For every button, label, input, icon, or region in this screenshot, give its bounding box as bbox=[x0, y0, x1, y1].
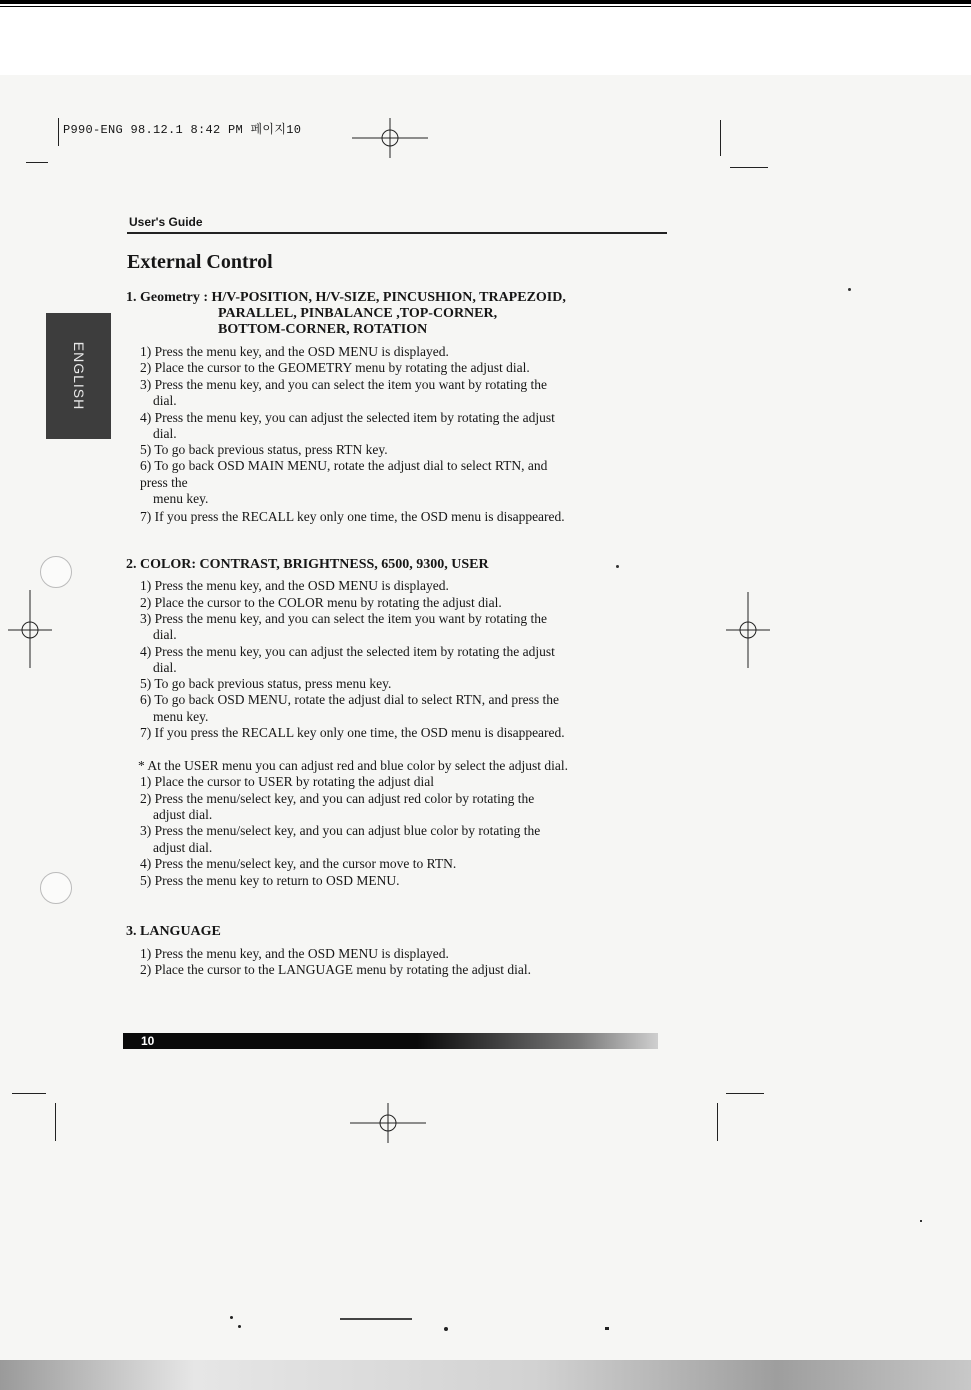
registration-crosshair-icon bbox=[350, 1103, 426, 1143]
running-header: User's Guide bbox=[129, 215, 203, 229]
page-number: 10 bbox=[141, 1034, 155, 1048]
punch-hole bbox=[40, 556, 72, 588]
instruction-line: 3) Press the menu/select key, and you can adjust blue color by rotating the bbox=[140, 823, 541, 838]
top-rule-thick bbox=[0, 0, 971, 4]
instruction-line: 1) Place the cursor to USER by rotating the adjust dial bbox=[140, 774, 434, 789]
section-heading-language: 3. LANGUAGE bbox=[126, 924, 221, 939]
instruction-line: 7) If you press the RECALL key only one time, the OSD menu is disappeared. bbox=[140, 509, 565, 524]
header-rule bbox=[127, 232, 667, 234]
footer-bar bbox=[123, 1033, 658, 1049]
instruction-line: 3) Press the menu key, and you can select the item you want by rotating the bbox=[140, 377, 548, 392]
instruction-line: dial. bbox=[153, 426, 177, 441]
instruction-line: 4) Press the menu/select key, and the cursor move to RTN. bbox=[140, 856, 457, 871]
instruction-line: 5) To go back previous status, press menu key. bbox=[140, 676, 392, 691]
instruction-line: 1) Press the menu key, and the OSD MENU is displayed. bbox=[140, 578, 449, 593]
instruction-line: 6) To go back OSD MENU, rotate the adjust dial to select RTN, and press the bbox=[140, 692, 560, 707]
crop-mark bbox=[717, 1103, 718, 1141]
section-heading-continued: BOTTOM-CORNER, ROTATION bbox=[218, 322, 428, 337]
instruction-line: menu key. bbox=[153, 491, 209, 506]
instruction-line: 4) Press the menu key, you can adjust the selected item by rotating the adjust bbox=[140, 644, 555, 659]
language-side-tab bbox=[46, 313, 111, 439]
print-slug: P990-ENG 98.12.1 8:42 PM 페이지10 bbox=[63, 123, 302, 137]
instruction-line: 4) Press the menu key, you can adjust the selected item by rotating the adjust bbox=[140, 410, 555, 425]
registration-crosshair-icon bbox=[726, 592, 770, 668]
instruction-line: 1) Press the menu key, and the OSD MENU is displayed. bbox=[140, 946, 449, 961]
instruction-line: 6) To go back OSD MAIN MENU, rotate the adjust dial to select RTN, and bbox=[140, 458, 548, 473]
crop-mark bbox=[12, 1093, 46, 1094]
instruction-line: dial. bbox=[153, 660, 177, 675]
scan-speck bbox=[920, 1220, 922, 1222]
instruction-line: 5) To go back previous status, press RTN key. bbox=[140, 442, 388, 457]
section-heading-color: 2. COLOR: CONTRAST, BRIGHTNESS, 6500, 9300, USER bbox=[126, 557, 489, 572]
instruction-line: adjust dial. bbox=[153, 840, 213, 855]
scan-speck bbox=[616, 565, 619, 568]
section-heading-continued: PARALLEL, PINBALANCE ,TOP-CORNER, bbox=[218, 306, 498, 321]
page-title: External Control bbox=[127, 251, 273, 273]
punch-hole bbox=[40, 872, 72, 904]
crop-mark bbox=[26, 162, 48, 163]
instruction-line: 7) If you press the RECALL key only one time, the OSD menu is disappeared. bbox=[140, 725, 565, 740]
top-rule-thin bbox=[0, 6, 971, 7]
instruction-line: 2) Place the cursor to the COLOR menu by rotating the adjust dial. bbox=[140, 595, 502, 610]
user-menu-note: * At the USER menu you can adjust red and blue color by select the adjust dial. bbox=[138, 758, 569, 773]
instruction-line: 5) Press the menu key to return to OSD MENU. bbox=[140, 873, 400, 888]
crop-mark bbox=[730, 167, 768, 168]
section-heading-geometry: 1. Geometry : H/V-POSITION, H/V-SIZE, PINCUSHION, TRAPEZOID, bbox=[126, 290, 566, 305]
scan-speck bbox=[340, 1318, 412, 1320]
side-tab-label: ENGLISH bbox=[70, 341, 87, 411]
instruction-line: 2) Place the cursor to the LANGUAGE menu by rotating the adjust dial. bbox=[140, 962, 532, 977]
scan-speck bbox=[605, 1327, 609, 1330]
scan-speck bbox=[238, 1325, 241, 1328]
scan-speck bbox=[848, 288, 851, 291]
instruction-line: 3) Press the menu key, and you can select the item you want by rotating the bbox=[140, 611, 548, 626]
registration-crosshair-icon bbox=[8, 590, 52, 668]
instruction-line: press the bbox=[140, 475, 188, 490]
instruction-line: menu key. bbox=[153, 709, 209, 724]
instruction-line: dial. bbox=[153, 627, 177, 642]
crop-mark bbox=[55, 1103, 56, 1141]
crop-mark bbox=[58, 118, 59, 146]
scan-speck bbox=[444, 1327, 448, 1331]
instruction-line: 1) Press the menu key, and the OSD MENU is displayed. bbox=[140, 344, 449, 359]
scan-edge-strip bbox=[0, 1360, 971, 1390]
instruction-line: 2) Press the menu/select key, and you can adjust red color by rotating the bbox=[140, 791, 535, 806]
instruction-line: dial. bbox=[153, 393, 177, 408]
instruction-line: adjust dial. bbox=[153, 807, 213, 822]
registration-crosshair-icon bbox=[352, 118, 428, 158]
crop-mark bbox=[726, 1093, 764, 1094]
scan-speck bbox=[230, 1316, 233, 1319]
instruction-line: 2) Place the cursor to the GEOMETRY menu by rotating the adjust dial. bbox=[140, 360, 530, 375]
crop-mark bbox=[720, 120, 721, 156]
